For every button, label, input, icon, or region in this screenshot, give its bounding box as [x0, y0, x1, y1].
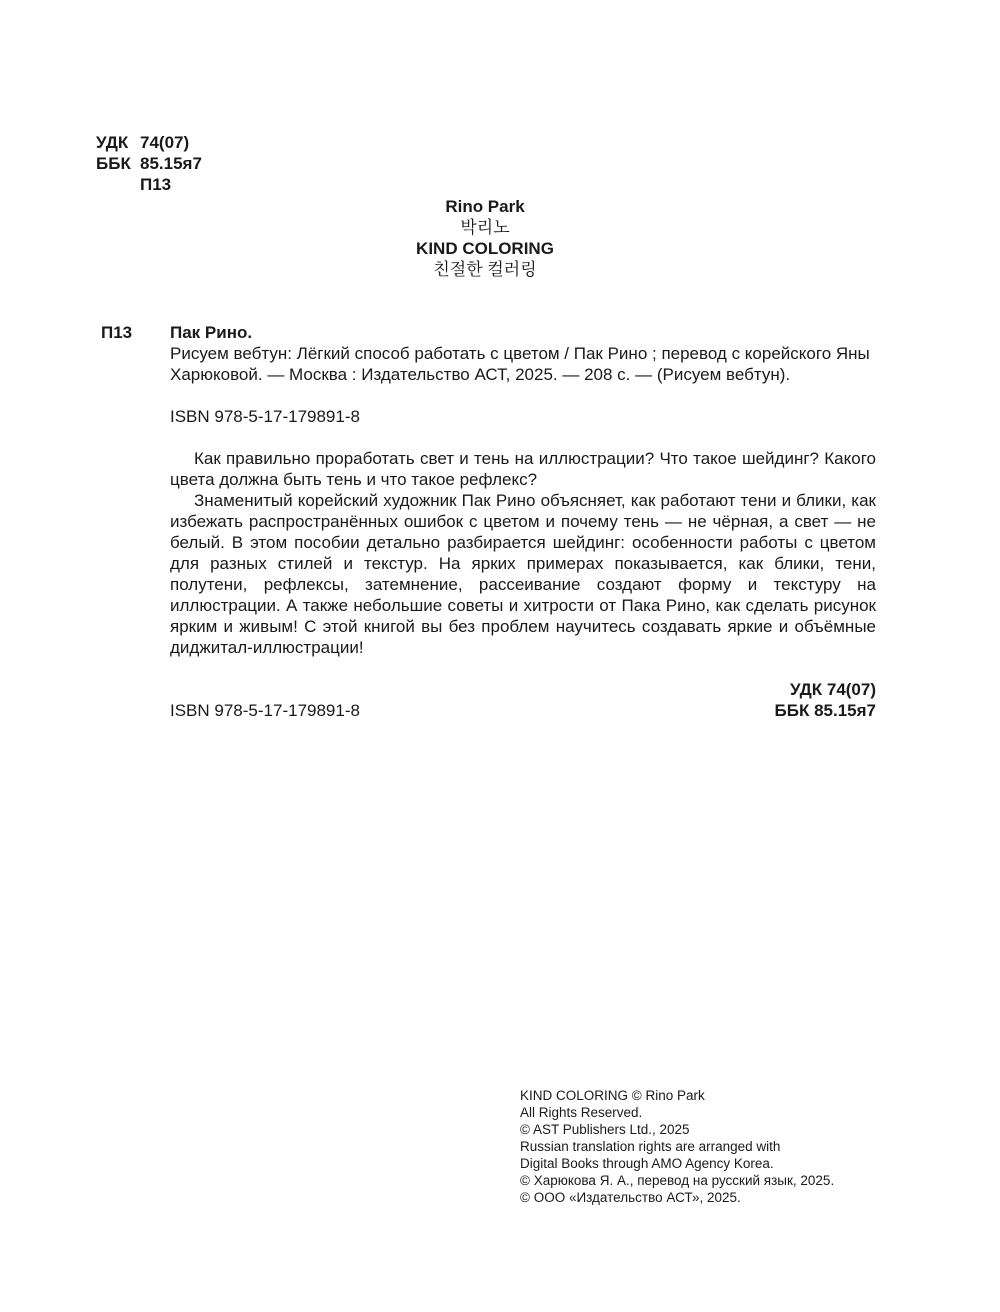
original-title-block: [0, 196, 970, 280]
record-isbn: ISBN 978-5-17-179891-8: [170, 407, 360, 426]
udk-line: [96, 132, 202, 153]
footer-udk: УДК 74(07): [789, 680, 876, 699]
footer-classification: [775, 679, 876, 721]
footer-isbn: ISBN 978-5-17-179891-8: [170, 701, 360, 720]
copyright-line: © ООО «Издательство АСТ», 2025.: [520, 1190, 741, 1205]
original-title-en: KIND COLORING: [416, 239, 554, 258]
record-author-heading: Пак Рино.: [170, 323, 253, 342]
copyright-line: © AST Publishers Ltd., 2025: [520, 1122, 690, 1137]
copyright-line: KIND COLORING © Rino Park: [520, 1088, 705, 1103]
copyright-line: Digital Books through AMO Agency Korea.: [520, 1156, 774, 1171]
annotation-paragraph: Как правильно проработать свет и тень на иллюстрации? Что такое шейдинг? Какого цвета должна быть тень и что такое рефлекс?: [170, 449, 876, 489]
annotation-paragraph: Знаменитый корейский художник Пак Рино объясняет, как работают тени и блики, как избежать распространённых ошибок с цветом и почему тень — не чёрная, а свет — не белый. В этом пособии детально разбирается шейдинг: особенности работы с цветом для разных стилей и текстур. На ярких примерах показывается, как блики, тени, полутени, рефлексы, затемнение, рассеивание создают форму и текстуру на иллюстрации. А также небольшие советы и хитрости от Пака Рино, как сделать рисунок ярким и живым! С этой книгой вы без проблем научитесь создавать яркие и объёмные диджитал-иллюстрации!: [170, 491, 876, 657]
copyright-block: [520, 1087, 834, 1206]
original-author-ko: 박리노: [460, 218, 510, 237]
footer-bbk: ББК 85.15я7: [774, 701, 876, 720]
bibliographic-record: [170, 322, 890, 385]
bbk-value: 85.15я7: [140, 154, 202, 173]
author-sign: П13: [140, 175, 172, 194]
udk-value: 74(07): [140, 133, 190, 152]
copyright-line: All Rights Reserved.: [520, 1105, 643, 1120]
annotation: [170, 448, 876, 658]
copyright-line: Russian translation rights are arranged with: [520, 1139, 781, 1154]
original-author-en: Rino Park: [445, 197, 525, 216]
original-title-ko: 친절한 컬러링: [433, 260, 537, 279]
bbk-line: [96, 153, 202, 174]
record-author-sign: П13: [101, 323, 133, 342]
udk-label: УДК: [96, 133, 129, 152]
bbk-label: ББК: [96, 154, 131, 173]
record-description: Рисуем вебтун: Лёгкий способ работать с цветом / Пак Рино ; перевод с корейского Яны Харюковой. — Москва : Издательство АСТ, 2025. — 208 с. — (Рисуем вебтун).: [170, 344, 870, 384]
classification-block: [96, 132, 202, 195]
copyright-line: © Харюкова Я. А., перевод на русский язык, 2025.: [520, 1173, 835, 1188]
